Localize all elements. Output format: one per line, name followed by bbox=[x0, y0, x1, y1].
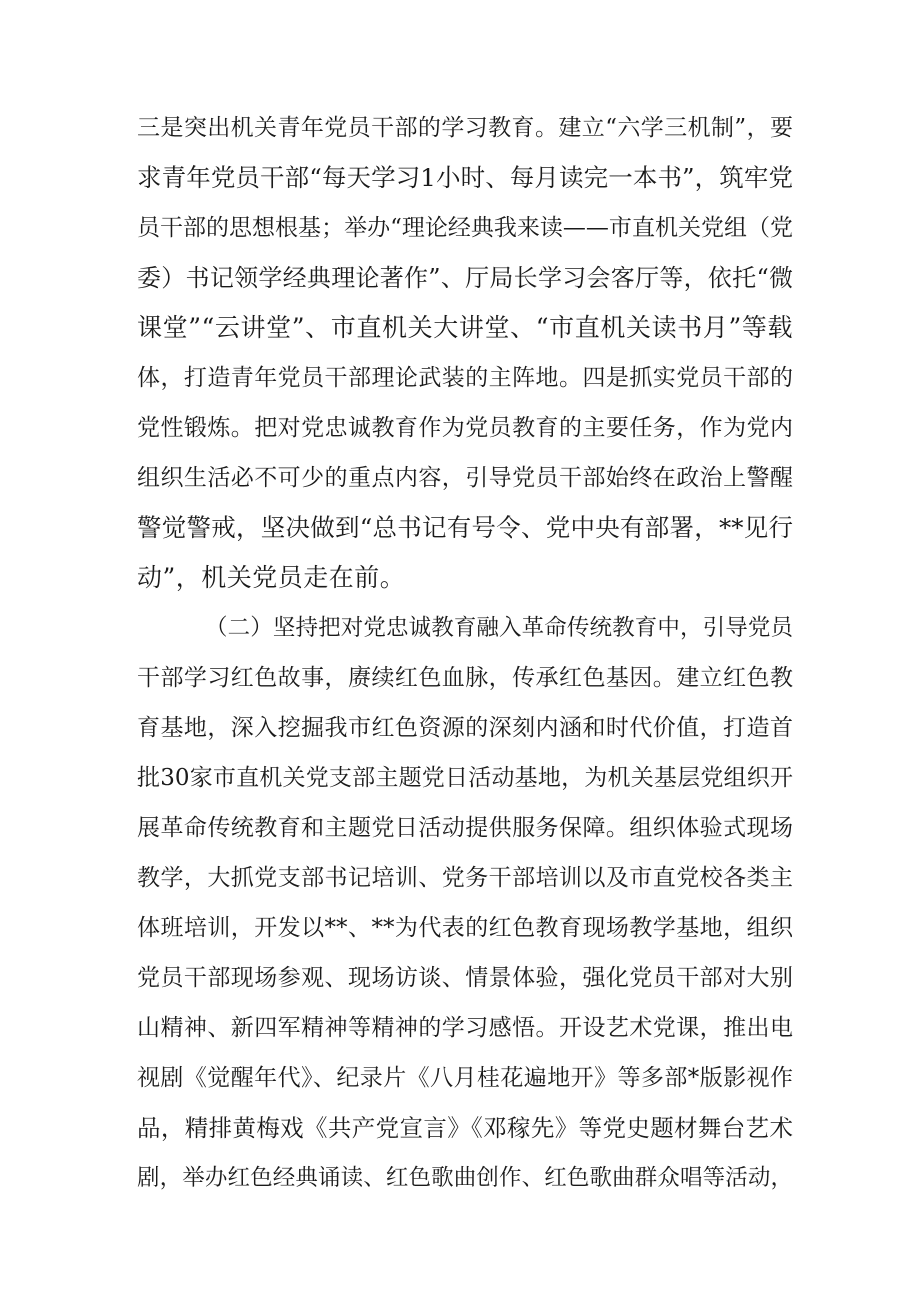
paragraph-line: 育基地，深入挖掘我市红色资源的深刻内涵和时代价值，打造首 bbox=[137, 715, 793, 741]
paragraph-line: 党性锻炼。把对党忠诚教育作为党员教育的主要任务，作为党内 bbox=[137, 415, 793, 441]
paragraph-line: 委）书记领学经典理论著作”、厅局长学习会客厅等，依托“微 bbox=[137, 264, 793, 292]
paragraph-line: 三是突出机关青年党员干部的学习教育。建立“六学三机制”，要 bbox=[137, 115, 793, 141]
paragraph-line: 求青年党员干部“每天学习1小时、每月读完一本书”，筑牢党 bbox=[137, 163, 793, 192]
paragraph-line: 批30家市直机关党支部主题党日活动基地，为机关基层党组织开 bbox=[137, 765, 793, 791]
paragraph-line: 组织生活必不可少的重点内容，引导党员干部始终在政治上警醒 bbox=[137, 465, 793, 491]
paragraph-line: 员干部的思想根基；举办“理论经典我来读——市直机关党组（党 bbox=[137, 215, 793, 241]
paragraph-line: 展革命传统教育和主题党日活动提供服务保障。组织体验式现场 bbox=[137, 815, 793, 841]
paragraph-line: 体，打造青年党员干部理论武装的主阵地。四是抓实党员干部的 bbox=[137, 365, 793, 391]
paragraph-line: 品，精排黄梅戏《共产党宣言》《邓稼先》等党史题材舞台艺术 bbox=[137, 1114, 793, 1142]
paragraph-line: 剧，举办红色经典诵读、红色歌曲创作、红色歌曲群众唱等活动， bbox=[137, 1165, 793, 1191]
paragraph-line: 干部学习红色故事，赓续红色血脉，传承红色基因。建立红色教 bbox=[137, 665, 793, 691]
paragraph-line: 动”，机关党员走在前。 bbox=[137, 563, 406, 592]
paragraph-line: 山精神、新四军精神等精神的学习感悟。开设艺术党课，推出电 bbox=[137, 1015, 793, 1041]
paragraph-line: （二）坚持把对党忠诚教育融入革命传统教育中，引导党员 bbox=[205, 615, 793, 641]
paragraph-line: 体班培训，开发以**、**为代表的红色教育现场教学基地，组织 bbox=[137, 915, 793, 941]
paragraph-line: 视剧《觉醒年代》、纪录片《八月桂花遍地开》等多部*版影视作 bbox=[137, 1065, 793, 1091]
paragraph-line: 教学，大抓党支部书记培训、党务干部培训以及市直党校各类主 bbox=[137, 865, 793, 891]
paragraph-line: 党员干部现场参观、现场访谈、情景体验，强化党员干部对大别 bbox=[137, 965, 793, 991]
paragraph-line: 课堂”“云讲堂”、市直机关大讲堂、“市直机关读书月”等载 bbox=[137, 313, 793, 342]
paragraph-line: 警觉警戒，坚决做到“总书记有号令、党中央有部署，**见行 bbox=[137, 513, 793, 542]
